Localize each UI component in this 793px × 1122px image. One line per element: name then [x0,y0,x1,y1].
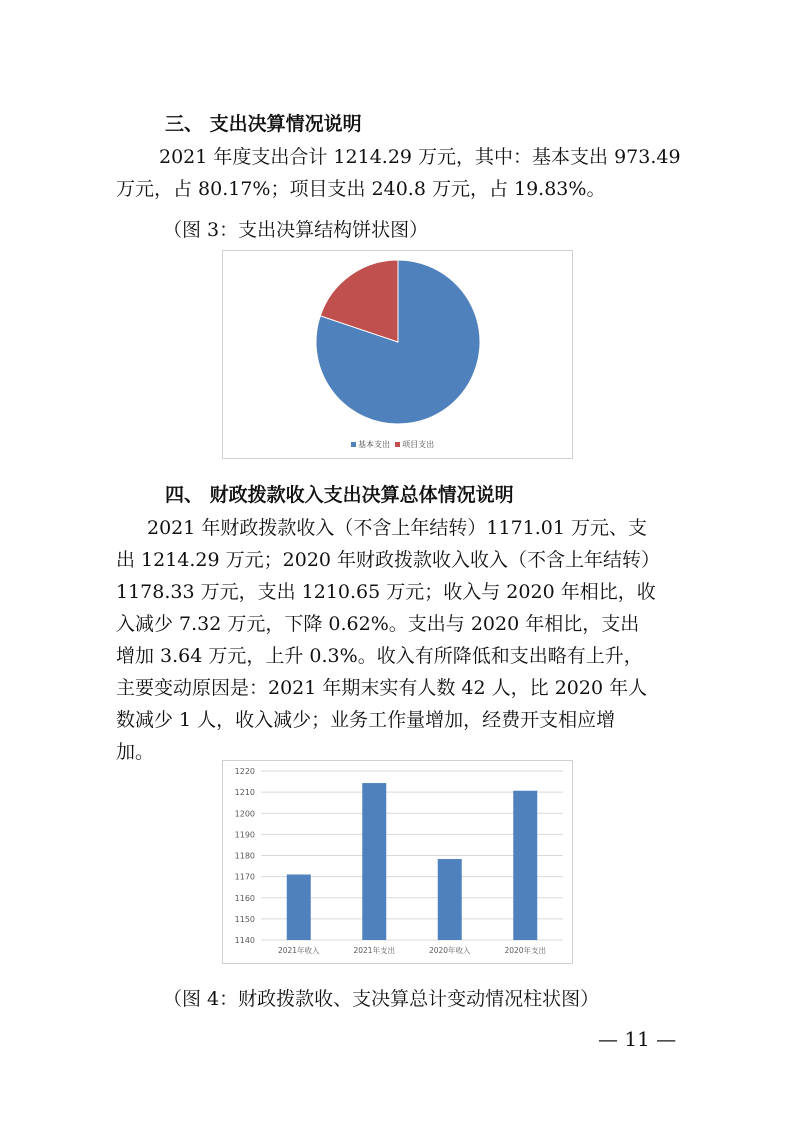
legend-swatch-basic [351,442,356,447]
section4-line-6: 主要变动原因是：2021 年期末实有人数 42 人，比 2020 年人 [116,677,648,699]
y-tick-label: 1160 [234,893,255,903]
y-tick-label: 1150 [234,914,255,924]
section4-line-3: 1178.33 万元，支出 1210.65 万元；收入与 2020 年相比，收 [116,581,656,603]
y-tick-label: 1210 [234,788,255,798]
legend-label-project: 项目支出 [402,440,435,449]
figure3-caption: （图 3：支出决算结构饼状图） [163,219,429,241]
y-tick-label: 1180 [234,851,255,861]
y-tick-label: 1200 [234,809,255,819]
figure4-caption: （图 4：财政拨款收、支决算总计变动情况柱状图） [163,988,600,1010]
legend-swatch-project [395,442,400,447]
x-tick-label: 2020年收入 [428,946,471,955]
page-number: — 11 — [598,1027,677,1051]
section3-line-1: 2021 年度支出合计 1214.29 万元，其中：基本支出 973.49 [159,146,681,168]
x-tick-label: 2021年支出 [353,946,396,955]
section4-line-8: 加。 [116,741,155,763]
section4-line-7: 数减少 1 人，收入减少；业务工作量增加，经费开支相应增 [116,709,616,731]
bar-4 [513,791,537,940]
section4-line-4: 入减少 7.32 万元，下降 0.62%。支出与 2020 年相比，支出 [116,613,640,635]
pie-chart-frame [222,250,573,459]
bar-chart [223,761,572,963]
bar-chart-frame [222,760,573,964]
bar-2 [362,783,386,940]
y-tick-label: 1170 [234,872,255,882]
bar-3 [438,859,462,940]
section3-heading: 三、 支出决算情况说明 [165,113,362,135]
section4-line-5: 增加 3.64 万元，上升 0.3%。收入有所降低和支出略有上升， [116,645,643,667]
y-tick-label: 1220 [234,767,255,776]
y-tick-label: 1140 [234,936,255,945]
x-tick-label: 2020年支出 [504,946,547,955]
x-tick-label: 2021年收入 [277,946,320,955]
legend-label-basic: 基本支出 [358,440,390,449]
section4-heading: 四、 财政拨款收入支出决算总体情况说明 [165,484,514,506]
section4-line-2: 出 1214.29 万元；2020 年财政拨款收入收入（不含上年结转） [116,549,661,571]
y-tick-label: 1190 [234,830,255,840]
section3-line-2: 万元，占 80.17%；项目支出 240.8 万元，占 19.83%。 [116,178,606,200]
bar-1 [287,874,311,940]
pie-legend [351,439,434,450]
section4-line-1: 2021 年财政拨款收入（不含上年结转）1171.01 万元、支 [147,517,648,539]
pie-chart [223,251,572,458]
